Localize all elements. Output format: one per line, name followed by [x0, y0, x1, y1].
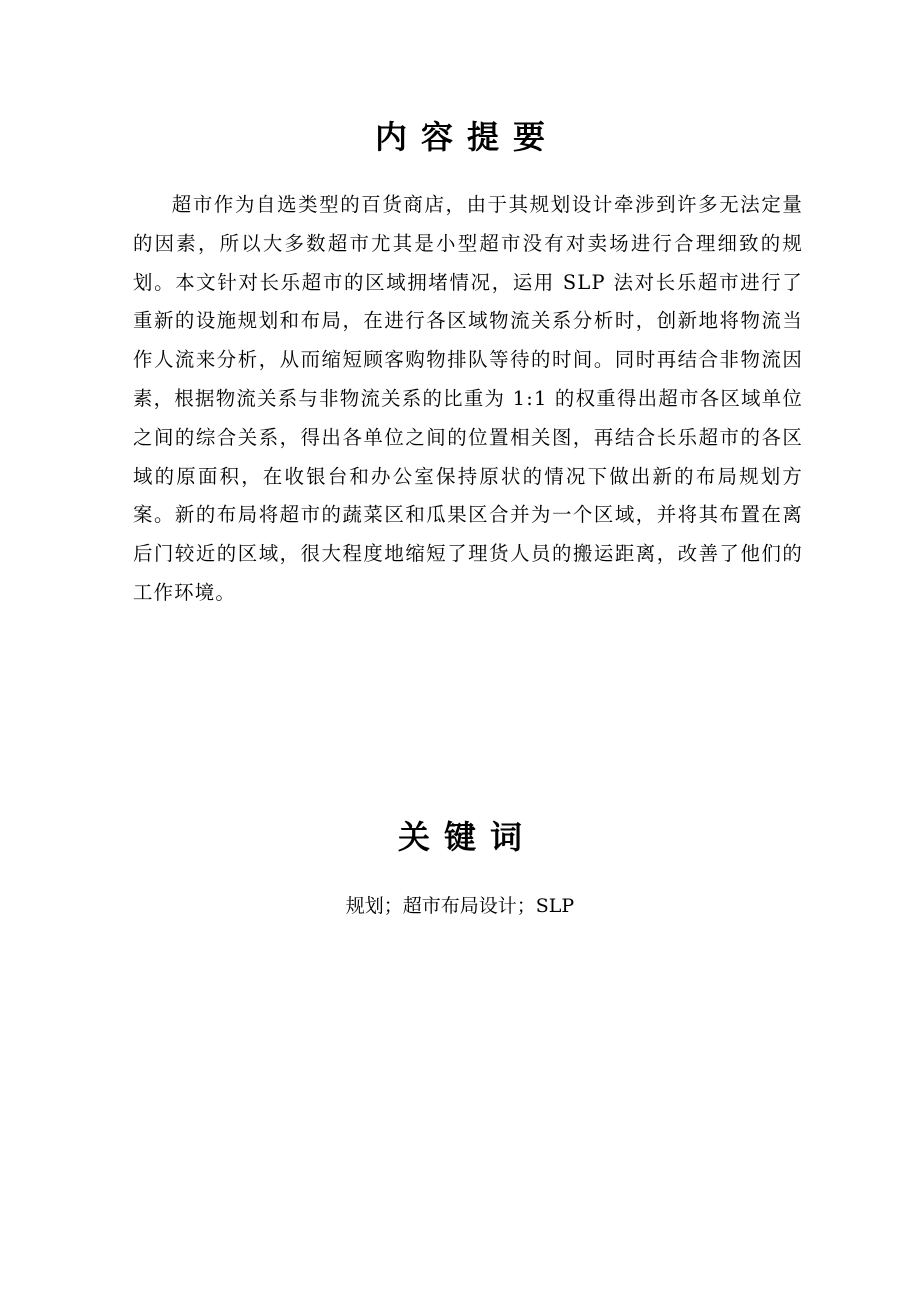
keywords-list: 规划；超市布局设计；SLP [345, 895, 575, 917]
abstract-body: 超市作为自选类型的百货商店，由于其规划设计牵涉到许多无法定量的因素，所以大多数超市尤其是小型超市没有对卖场进行合理细致的规划。本文针对长乐超市的区域拥堵情况，运用 SLP 法对长乐超市进行了重新的设施规划和布局，在进行各区域物流关系分析时，创新地将物流当作人流来分析，从而缩短顾客购物排队等待的时间。同时再结合非物流因素，根据物流关系与非物流关系的比重为 1:1 的权重得出超市各区域单位之间的综合关系，得出各单位之间的位置相关图，再结合长乐超市的各区域的原面积，在收银台和办公室保持原状的情况下做出新的布局规划方案。新的布局将超市的蔬菜区和瓜果区合并为一个区域，并将其布置在离后门较近的区域，很大程度地缩短了理货人员的搬运距离，改善了他们的工作环境。 [133, 193, 803, 604]
keywords-title: 关键词 [397, 818, 536, 856]
abstract-title: 内容提要 [374, 118, 559, 156]
